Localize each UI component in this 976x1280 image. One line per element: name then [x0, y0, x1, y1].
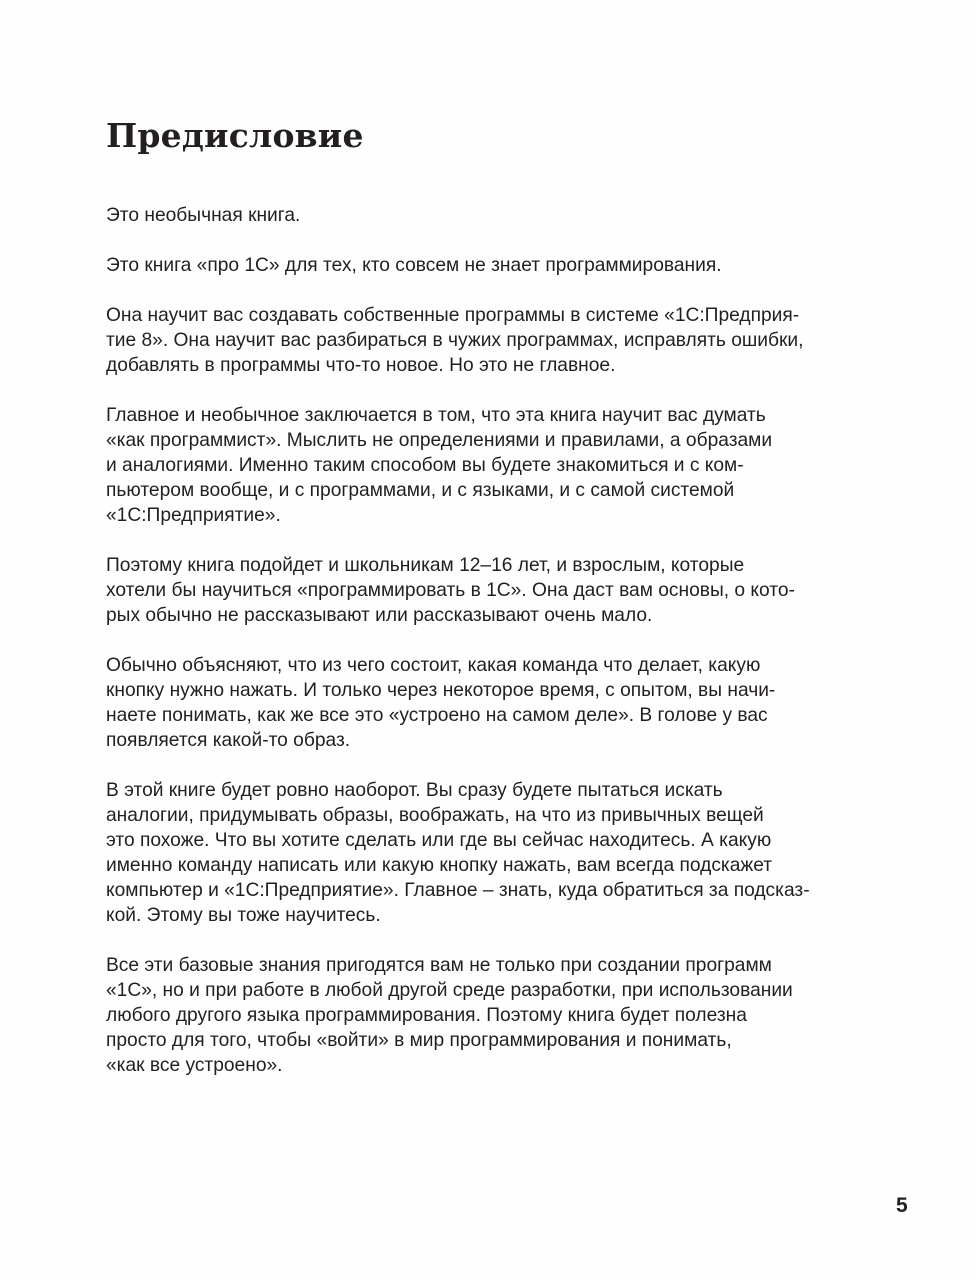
text-line: «1С:Предприятие».: [106, 505, 281, 526]
paragraph: [106, 253, 896, 278]
text-line: именно команду написать или какую кнопку нажать, вам всегда подскажет: [106, 855, 773, 876]
text-line: это похоже. Что вы хотите сделать или где вы сейчас находитесь. А какую: [106, 830, 772, 851]
text-line: появляется какой-то образ.: [106, 730, 351, 751]
text-line: аналогии, придумывать образы, воображать, на что из привычных вещей: [106, 805, 764, 826]
text-line: пьютером вообще, и с программами, и с языками, и с самой системой: [106, 480, 735, 501]
paragraph: [106, 778, 896, 928]
text-line: и аналогиями. Именно таким способом вы будете знакомиться и с ком-: [106, 455, 744, 476]
text-line: Все эти базовые знания пригодятся вам не только при создании программ: [106, 955, 772, 976]
body-text: [106, 203, 896, 1103]
paragraph: [106, 203, 896, 228]
text-line: «как программист». Мыслить не определениями и правилами, а образами: [106, 430, 773, 451]
text-line: Она научит вас создавать собственные программы в системе «1С:Предприя-: [106, 305, 800, 326]
paragraph: [106, 653, 896, 753]
text-line: Главное и необычное заключается в том, что эта книга научит вас думать: [106, 405, 766, 426]
text-line: «как все устроено».: [106, 1055, 283, 1076]
text-line: наете понимать, как же все это «устроено на самом деле». В голове у вас: [106, 705, 768, 726]
text-line: хотели бы научиться «программировать в 1С». Она даст вам основы, о кото-: [106, 580, 795, 601]
text-line: Обычно объясняют, что из чего состоит, какая команда что делает, какую: [106, 655, 761, 676]
text-line: Это необычная книга.: [106, 205, 301, 226]
text-line: просто для того, чтобы «войти» в мир программирования и понимать,: [106, 1030, 732, 1051]
text-line: тие 8». Она научит вас разбираться в чужих программах, исправлять ошибки,: [106, 330, 804, 351]
text-line: Поэтому книга подойдет и школьникам 12–16 лет, и взрослым, которые: [106, 555, 745, 576]
paragraph: [106, 553, 896, 628]
text-line: компьютер и «1С:Предприятие». Главное – знать, куда обратиться за подсказ-: [106, 880, 810, 901]
text-line: добавлять в программы что-то новое. Но это не главное.: [106, 355, 616, 376]
text-line: кой. Этому вы тоже научитесь.: [106, 905, 381, 926]
text-line: Это книга «про 1С» для тех, кто совсем не знает программирования.: [106, 255, 722, 276]
paragraph: [106, 953, 896, 1078]
page-number: 5: [896, 1194, 908, 1217]
text-line: рых обычно не рассказывают или рассказывают очень мало.: [106, 605, 653, 626]
text-line: любого другого языка программирования. Поэтому книга будет полезна: [106, 1005, 747, 1026]
text-line: кнопку нужно нажать. И только через некоторое время, с опытом, вы начи-: [106, 680, 776, 701]
text-line: «1С», но и при работе в любой другой среде разработки, при использовании: [106, 980, 793, 1001]
text-line: В этой книге будет ровно наоборот. Вы сразу будете пытаться искать: [106, 780, 723, 801]
paragraph: [106, 403, 896, 528]
paragraph: [106, 303, 896, 378]
chapter-title: Предисловие: [106, 116, 364, 155]
